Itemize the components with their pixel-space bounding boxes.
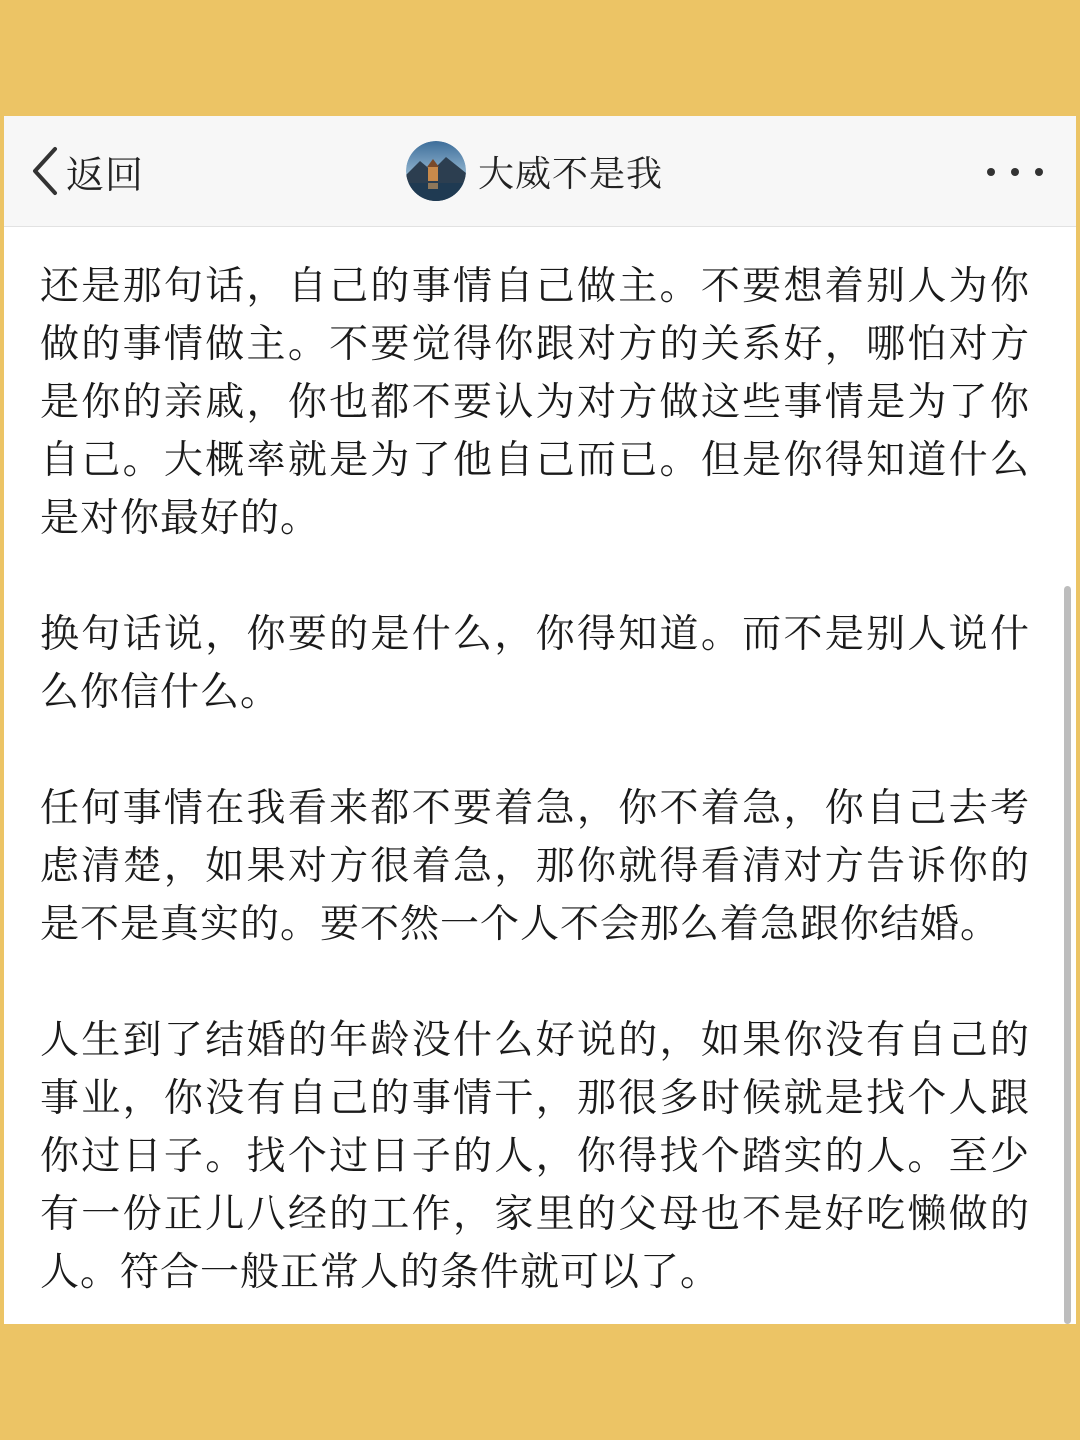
back-label: 返回 xyxy=(66,152,145,197)
post-card xyxy=(4,116,1076,1324)
more-horizontal-icon xyxy=(1035,168,1043,176)
landscape-avatar-icon[interactable] xyxy=(406,141,466,201)
post-paragraph: 换句话说，你要的是什么，你得知道。而不是别人说什么你信什么。 xyxy=(40,612,1030,715)
author-profile[interactable] xyxy=(406,140,663,202)
chevron-left-icon xyxy=(30,146,60,196)
post-body xyxy=(40,258,1030,1324)
more-horizontal-icon xyxy=(1011,168,1019,176)
post-paragraph: 还是那句话，自己的事情自己做主。不要想着别人为你做的事情做主。不要觉得你跟对方的关系好，哪怕对方是你的亲戚，你也都不要认为对方做这些事情是为了你自己。大概率就是为了他自己而已。但是你得知道什么是对你最好的。 xyxy=(40,264,1030,541)
vertical-scrollbar[interactable] xyxy=(1064,586,1071,1324)
more-horizontal-icon xyxy=(987,168,995,176)
back-button[interactable] xyxy=(30,144,144,198)
post-paragraph: 人生到了结婚的年龄没什么好说的，如果你没有自己的事业，你没有自己的事情干，那很多时候就是找个人跟你过日子。找个过日子的人，你得找个踏实的人。至少有一份正儿八经的工作，家里的父母也不是好吃懒做的人。符合一般正常人的条件就可以了。 xyxy=(40,1018,1030,1295)
more-options-button[interactable] xyxy=(980,152,1050,192)
top-navigation-bar xyxy=(4,116,1076,227)
post-paragraph: 任何事情在我看来都不要着急，你不着急，你自己去考虑清楚，如果对方很着急，那你就得看清对方告诉你的是不是真实的。要不然一个人不会那么着急跟你结婚。 xyxy=(40,786,1030,947)
author-username: 大威不是我 xyxy=(478,153,664,195)
